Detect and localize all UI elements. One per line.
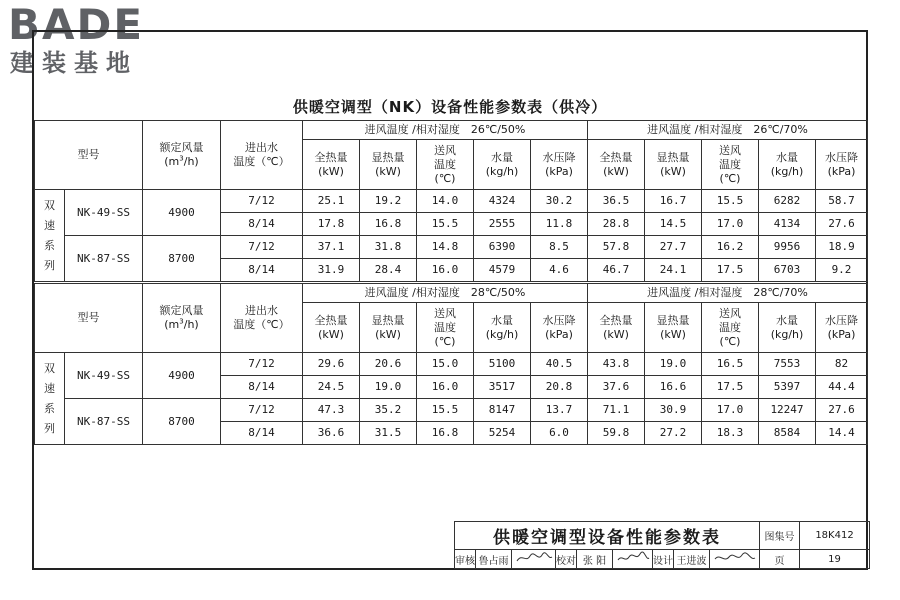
data-cell: 27.7	[645, 236, 702, 259]
logo-subtitle: 建装基地	[10, 49, 138, 77]
data-cell: 3517	[474, 376, 531, 399]
water-temp-cell: 7/12	[221, 399, 303, 422]
data-cell: 15.5	[702, 190, 759, 213]
design-label: 设计	[653, 550, 674, 569]
data-cell: 36.5	[588, 190, 645, 213]
data-cell: 40.5	[531, 353, 588, 376]
header-supply-temp: 送风 温度 (℃)	[702, 140, 759, 190]
data-cell: 17.5	[702, 259, 759, 282]
design-name: 王进波	[674, 550, 710, 569]
data-cell: 16.0	[417, 376, 474, 399]
data-cell: 8584	[759, 422, 816, 445]
proof-signature	[613, 550, 653, 569]
data-cell: 4134	[759, 213, 816, 236]
data-cell: 15.5	[417, 399, 474, 422]
data-cell: 6390	[474, 236, 531, 259]
water-temp-cell: 8/14	[221, 422, 303, 445]
header-pressure-drop: 水压降 (kPa)	[816, 303, 868, 353]
data-cell: 57.8	[588, 236, 645, 259]
water-temp-cell: 7/12	[221, 190, 303, 213]
data-cell: 18.3	[702, 422, 759, 445]
data-cell: 16.2	[702, 236, 759, 259]
header-total-heat: 全热量 (kW)	[588, 140, 645, 190]
header-sensible-heat: 显热量 (kW)	[360, 303, 417, 353]
header-total-heat: 全热量 (kW)	[588, 303, 645, 353]
header-water-flow: 水量 (kg/h)	[474, 140, 531, 190]
condition-header-1: 进风温度 /相对湿度 26℃/50%	[303, 121, 588, 140]
header-sensible-heat: 显热量 (kW)	[645, 140, 702, 190]
data-cell: 16.5	[702, 353, 759, 376]
data-cell: 11.8	[531, 213, 588, 236]
data-cell: 58.7	[816, 190, 868, 213]
header-total-heat: 全热量 (kW)	[303, 140, 360, 190]
header-sensible-heat: 显热量 (kW)	[360, 140, 417, 190]
data-cell: 17.8	[303, 213, 360, 236]
header-supply-temp: 送风 温度 (℃)	[702, 303, 759, 353]
data-cell: 16.8	[360, 213, 417, 236]
data-cell: 2555	[474, 213, 531, 236]
data-cell: 24.5	[303, 376, 360, 399]
data-cell: 16.8	[417, 422, 474, 445]
data-cell: 27.2	[645, 422, 702, 445]
condition-header-1: 进风温度 /相对湿度 28℃/50%	[303, 284, 588, 303]
data-cell: 13.7	[531, 399, 588, 422]
proof-name: 张 阳	[577, 550, 613, 569]
data-cell: 31.9	[303, 259, 360, 282]
rated-airflow: 8700	[143, 236, 221, 282]
model-name: NK-49-SS	[65, 190, 143, 236]
title-block	[454, 521, 870, 569]
table-row	[35, 399, 868, 422]
data-cell: 16.6	[645, 376, 702, 399]
data-cell: 5397	[759, 376, 816, 399]
data-cell: 29.6	[303, 353, 360, 376]
water-temp-cell: 7/12	[221, 353, 303, 376]
water-temp-cell: 7/12	[221, 236, 303, 259]
water-temp-cell: 8/14	[221, 213, 303, 236]
data-cell: 35.2	[360, 399, 417, 422]
header-model: 型号	[35, 121, 143, 190]
header-total-heat: 全热量 (kW)	[303, 303, 360, 353]
table-row	[35, 190, 868, 213]
data-cell: 16.0	[417, 259, 474, 282]
review-label: 审核	[455, 550, 476, 569]
model-name: NK-87-SS	[65, 399, 143, 445]
proof-label: 校对	[556, 550, 577, 569]
header-supply-temp: 送风 温度 (℃)	[417, 140, 474, 190]
sheet-title: 供暖空调型（NK）设备性能参数表（供冷）	[292, 98, 608, 116]
header-supply-temp: 送风 温度 (℃)	[417, 303, 474, 353]
drawing-title: 供暖空调型设备性能参数表	[455, 522, 760, 550]
review-name: 鲁占雨	[476, 550, 512, 569]
data-cell: 8.5	[531, 236, 588, 259]
data-cell: 14.0	[417, 190, 474, 213]
series-label: 双 速 系 列	[35, 190, 65, 282]
data-cell: 31.5	[360, 422, 417, 445]
data-cell: 24.1	[645, 259, 702, 282]
data-cell: 20.6	[360, 353, 417, 376]
data-cell: 28.8	[588, 213, 645, 236]
atlas-label: 图集号	[760, 522, 800, 550]
data-cell: 6282	[759, 190, 816, 213]
data-cell: 16.7	[645, 190, 702, 213]
model-name: NK-49-SS	[65, 353, 143, 399]
header-water-flow: 水量 (kg/h)	[759, 140, 816, 190]
header-water-temp: 进出水 温度（℃）	[221, 121, 303, 190]
data-cell: 30.9	[645, 399, 702, 422]
condition-header-2: 进风温度 /相对湿度 28℃/70%	[588, 284, 868, 303]
data-cell: 7553	[759, 353, 816, 376]
header-water-flow: 水量 (kg/h)	[474, 303, 531, 353]
header-model: 型号	[35, 284, 143, 353]
design-signature	[710, 550, 760, 569]
rated-airflow: 8700	[143, 399, 221, 445]
data-cell: 19.2	[360, 190, 417, 213]
data-cell: 18.9	[816, 236, 868, 259]
data-cell: 47.3	[303, 399, 360, 422]
spec-table-2	[34, 283, 868, 445]
logo-brand: BADE	[8, 0, 145, 49]
data-cell: 37.6	[588, 376, 645, 399]
header-airflow: 额定风量 $(m^3/h)$	[143, 284, 221, 353]
data-cell: 30.2	[531, 190, 588, 213]
water-temp-cell: 8/14	[221, 376, 303, 399]
data-cell: 9.2	[816, 259, 868, 282]
data-cell: 82	[816, 353, 868, 376]
data-cell: 43.8	[588, 353, 645, 376]
data-cell: 15.5	[417, 213, 474, 236]
data-cell: 36.6	[303, 422, 360, 445]
header-water-flow: 水量 (kg/h)	[759, 303, 816, 353]
header-sensible-heat: 显热量 (kW)	[645, 303, 702, 353]
data-cell: 71.1	[588, 399, 645, 422]
data-cell: 9956	[759, 236, 816, 259]
data-cell: 6703	[759, 259, 816, 282]
data-cell: 46.7	[588, 259, 645, 282]
page-number: 19	[800, 550, 870, 569]
data-cell: 14.4	[816, 422, 868, 445]
model-name: NK-87-SS	[65, 236, 143, 282]
data-cell: 4.6	[531, 259, 588, 282]
data-cell: 17.0	[702, 399, 759, 422]
data-cell: 17.0	[702, 213, 759, 236]
table-row	[35, 353, 868, 376]
data-cell: 20.8	[531, 376, 588, 399]
data-cell: 28.4	[360, 259, 417, 282]
data-cell: 19.0	[645, 353, 702, 376]
data-cell: 8147	[474, 399, 531, 422]
data-cell: 37.1	[303, 236, 360, 259]
data-cell: 59.8	[588, 422, 645, 445]
header-airflow: 额定风量 $(m^3/h)$	[143, 121, 221, 190]
data-cell: 17.5	[702, 376, 759, 399]
header-water-temp: 进出水 温度（℃）	[221, 284, 303, 353]
series-label: 双 速 系 列	[35, 353, 65, 445]
data-cell: 6.0	[531, 422, 588, 445]
water-temp-cell: 8/14	[221, 259, 303, 282]
data-cell: 31.8	[360, 236, 417, 259]
data-cell: 15.0	[417, 353, 474, 376]
data-cell: 4579	[474, 259, 531, 282]
table-row	[35, 236, 868, 259]
atlas-number: 18K412	[800, 522, 870, 550]
data-cell: 25.1	[303, 190, 360, 213]
page-label: 页	[760, 550, 800, 569]
data-cell: 5254	[474, 422, 531, 445]
data-cell: 5100	[474, 353, 531, 376]
rated-airflow: 4900	[143, 353, 221, 399]
spec-table-1	[34, 120, 868, 282]
data-cell: 12247	[759, 399, 816, 422]
data-cell: 19.0	[360, 376, 417, 399]
header-pressure-drop: 水压降 (kPa)	[531, 140, 588, 190]
data-cell: 44.4	[816, 376, 868, 399]
data-cell: 4324	[474, 190, 531, 213]
data-cell: 14.5	[645, 213, 702, 236]
rated-airflow: 4900	[143, 190, 221, 236]
header-pressure-drop: 水压降 (kPa)	[816, 140, 868, 190]
header-pressure-drop: 水压降 (kPa)	[531, 303, 588, 353]
data-cell: 14.8	[417, 236, 474, 259]
data-cell: 27.6	[816, 213, 868, 236]
condition-header-2: 进风温度 /相对湿度 26℃/70%	[588, 121, 868, 140]
review-signature	[512, 550, 556, 569]
data-cell: 27.6	[816, 399, 868, 422]
